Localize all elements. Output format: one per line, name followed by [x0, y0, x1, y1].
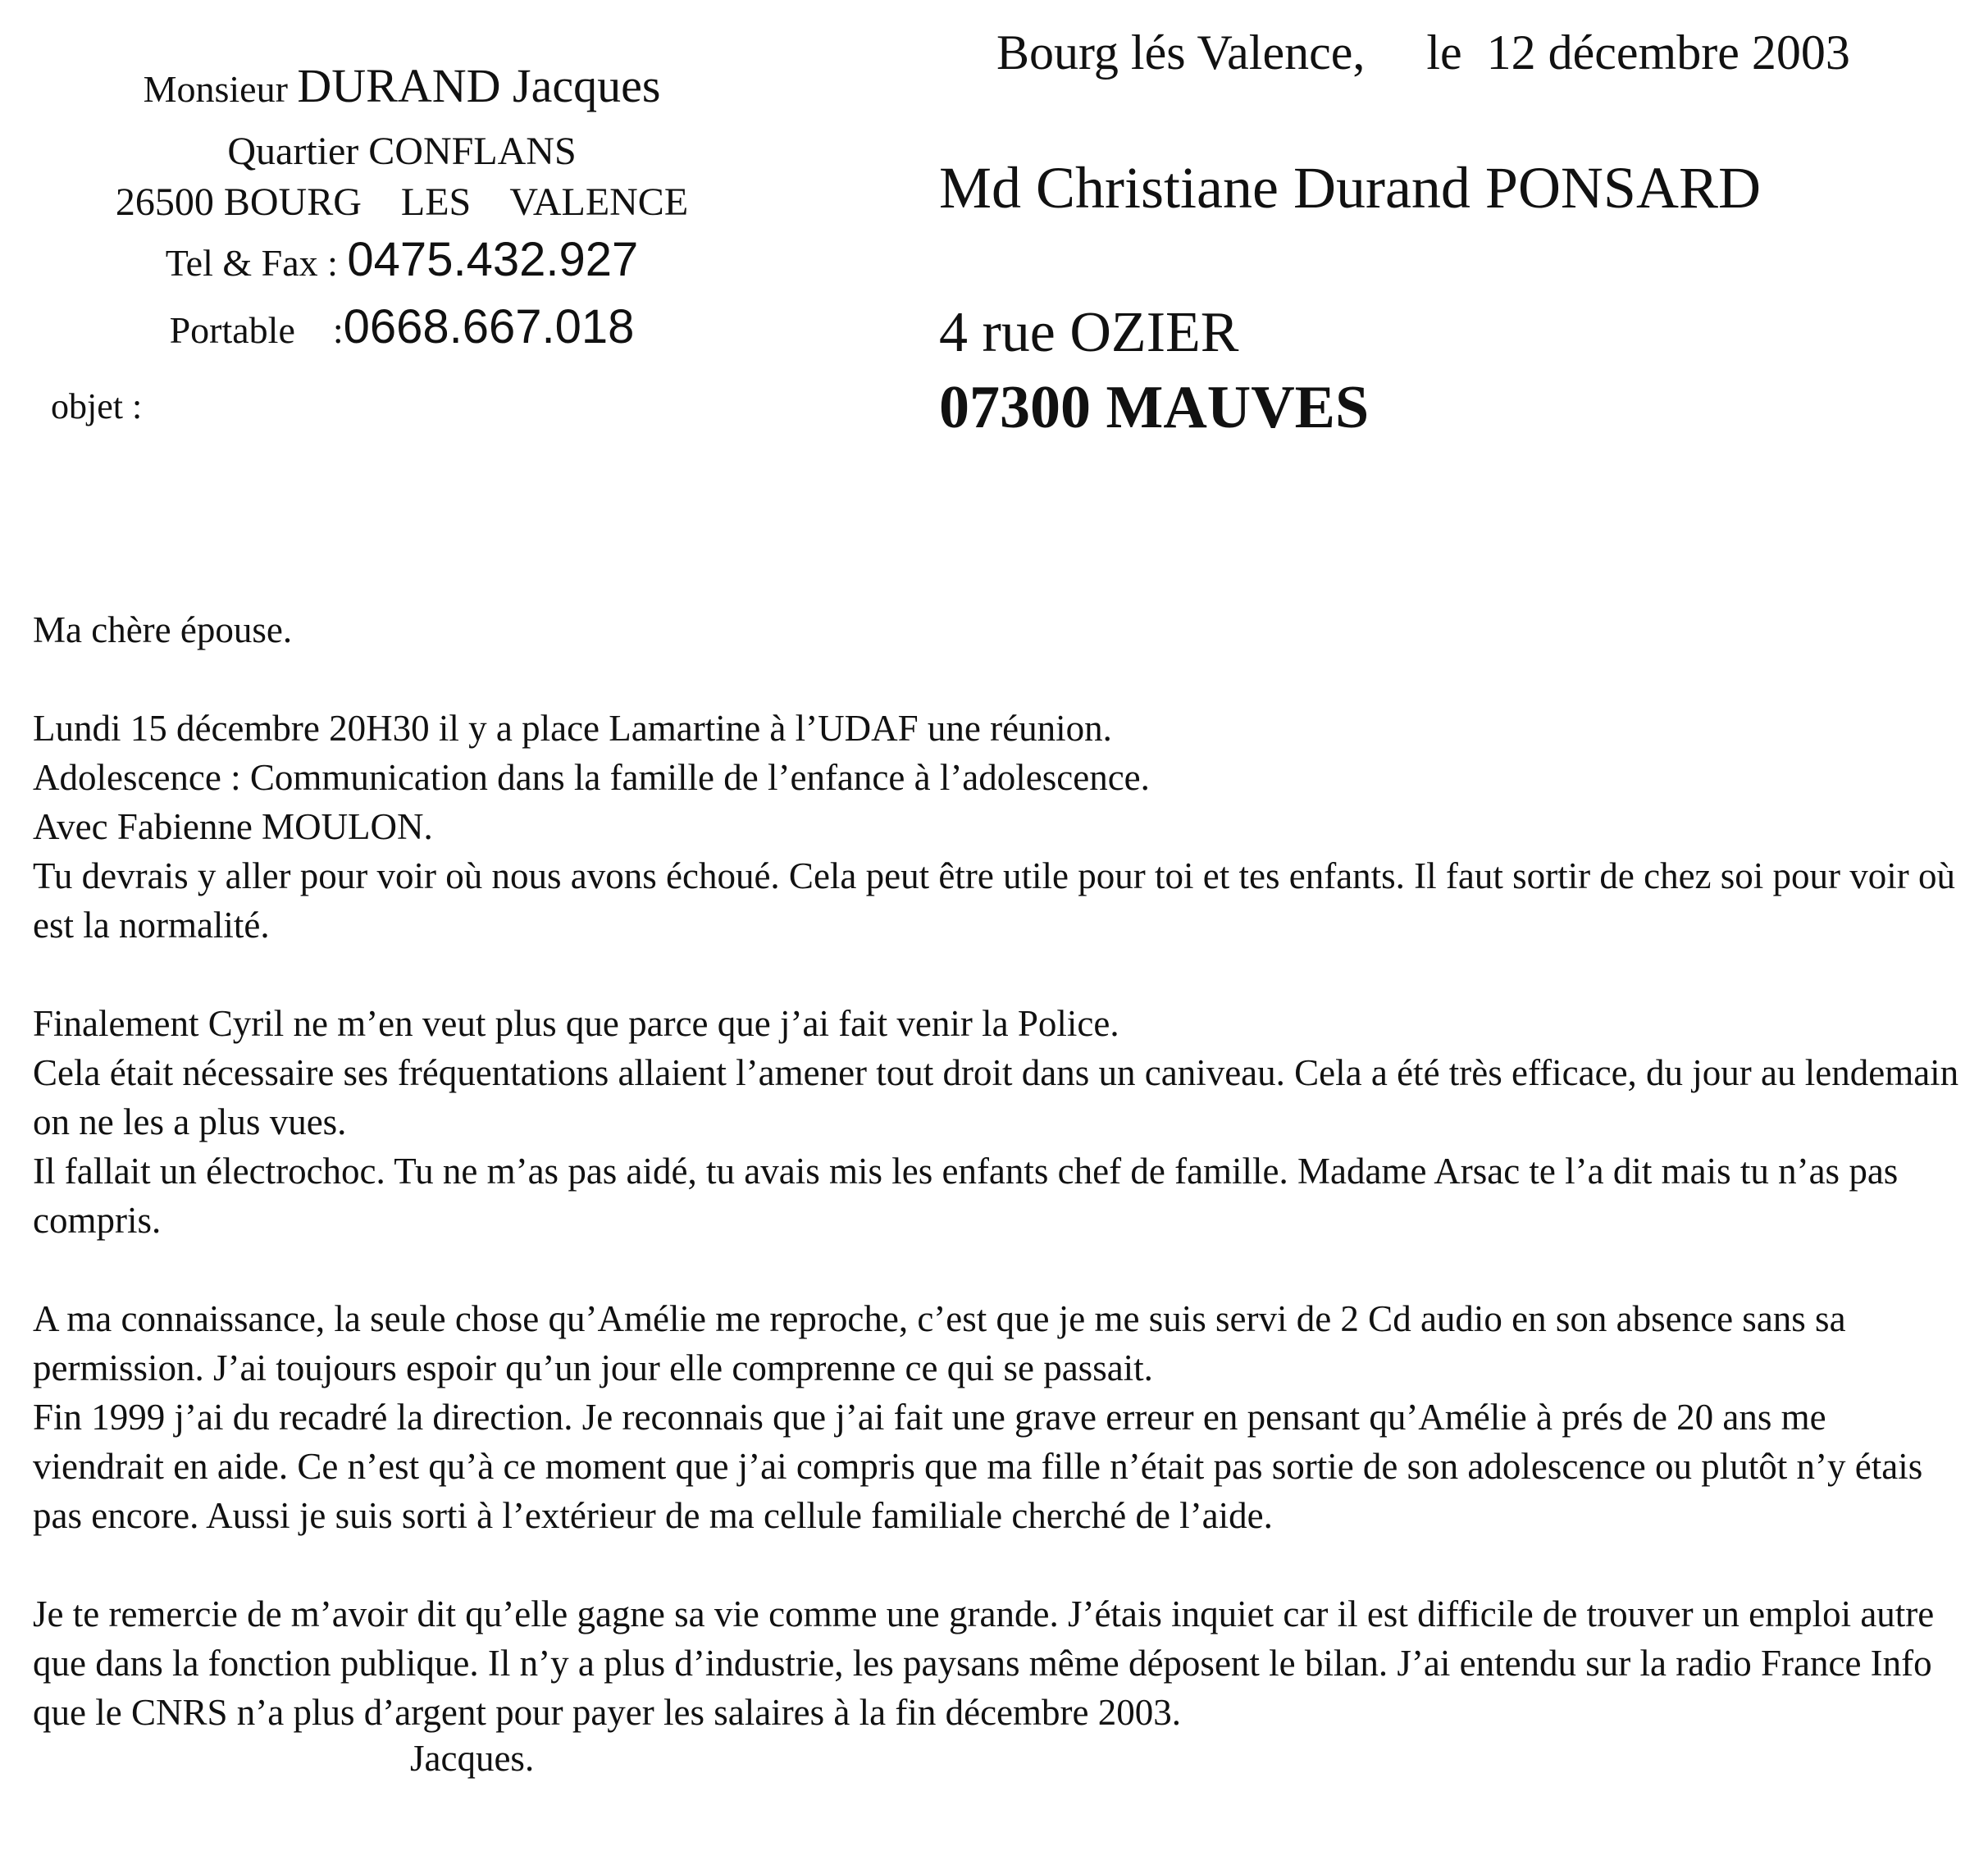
sender-name: DURAND Jacques — [297, 59, 661, 112]
sender-tel-row — [82, 228, 722, 295]
paragraph-line: Finalement Cyril ne m’en veut plus que parce que j’ai fait venir la Police. — [33, 1003, 1119, 1044]
recipient-name: Md Christiane Durand PONSARD — [939, 155, 1761, 221]
paragraph-4 — [33, 1589, 1960, 1737]
recipient-city: 07300 MAUVES — [939, 374, 1370, 441]
paragraph-line: Je te remercie de m’avoir dit qu’elle gagne sa vie comme une grande. J’étais inquiet car il est difficile de trouver un emploi autre que dans la fonction publique. Il n’y a plus d’industrie, les paysans même déposent le bilan. J’ai entendu sur la radio France Info que le CNRS n’a plus d’argent pour payer les salaires à la fin décembre 2003. — [33, 1593, 1935, 1733]
mobile-value: 0668.667.018 — [343, 300, 635, 353]
signature: Jacques. — [410, 1738, 535, 1779]
sender-mobile-row — [82, 295, 722, 362]
date-line: Bourg lés Valence, le 12 décembre 2003 — [996, 25, 1850, 80]
objet-label: objet : — [51, 386, 143, 426]
paragraph-3 — [33, 1294, 1960, 1540]
greeting-text: Ma chère épouse. — [33, 609, 293, 650]
paragraph-1 — [33, 704, 1960, 950]
paragraph-line: Adolescence : Communication dans la famille de l’enfance à l’adolescence. — [33, 757, 1150, 798]
paragraph-line: Il fallait un électrochoc. Tu ne m’as pas aidé, tu avais mis les enfants chef de famille. Madame Arsac te l’a dit mais tu n’as pas compris. — [33, 1151, 1899, 1241]
paragraph-line: Cela était nécessaire ses fréquentations allaient l’amener tout droit dans un caniveau. Cela a été très efficace, du jour au lendemain on ne les a plus vues. — [33, 1052, 1959, 1142]
tel-value: 0475.432.927 — [347, 233, 639, 286]
sender-block — [82, 49, 722, 362]
sender-address-line1: Quartier CONFLANS — [227, 130, 577, 173]
paragraph-line: Avec Fabienne MOULON. — [33, 806, 433, 847]
paragraph-line: Fin 1999 j’ai du recadré la direction. Je reconnais que j’ai fait une grave erreur en pensant qu’Amélie à prés de 20 ans me viendrait en aide. Ce n’est qu’à ce moment que j’ai compris que ma fille n’était pas sortie de son adolescence ou plutôt n’y étais pas encore. Aussi je suis sorti à l’extérieur de ma cellule familiale cherché de l’aide. — [33, 1397, 1923, 1536]
sender-name-line — [82, 49, 722, 126]
sender-address-line2: 26500 BOURG LES VALENCE — [115, 180, 689, 224]
tel-label: Tel & Fax : — [165, 242, 338, 284]
paragraph-2 — [33, 999, 1960, 1245]
letter-body — [33, 605, 1960, 1786]
paragraph-line: Tu devrais y aller pour voir où nous avons échoué. Cela peut être utile pour toi et tes enfants. Il faut sortir de chez soi pour voir où est la normalité. — [33, 855, 1955, 946]
sender-title: Monsieur — [143, 68, 288, 110]
recipient-street: 4 rue OZIER — [939, 301, 1239, 364]
mobile-label: Portable : — [169, 309, 344, 351]
paragraph-line: A ma connaissance, la seule chose qu’Amélie me reproche, c’est que je me suis servi de 2 Cd audio en son absence sans sa permission. J’ai toujours espoir qu’un jour elle comprenne ce qui se passait. — [33, 1298, 1846, 1388]
greeting — [33, 605, 1960, 654]
paragraph-line: Lundi 15 décembre 20H30 il y a place Lamartine à l’UDAF une réunion. — [33, 708, 1112, 749]
